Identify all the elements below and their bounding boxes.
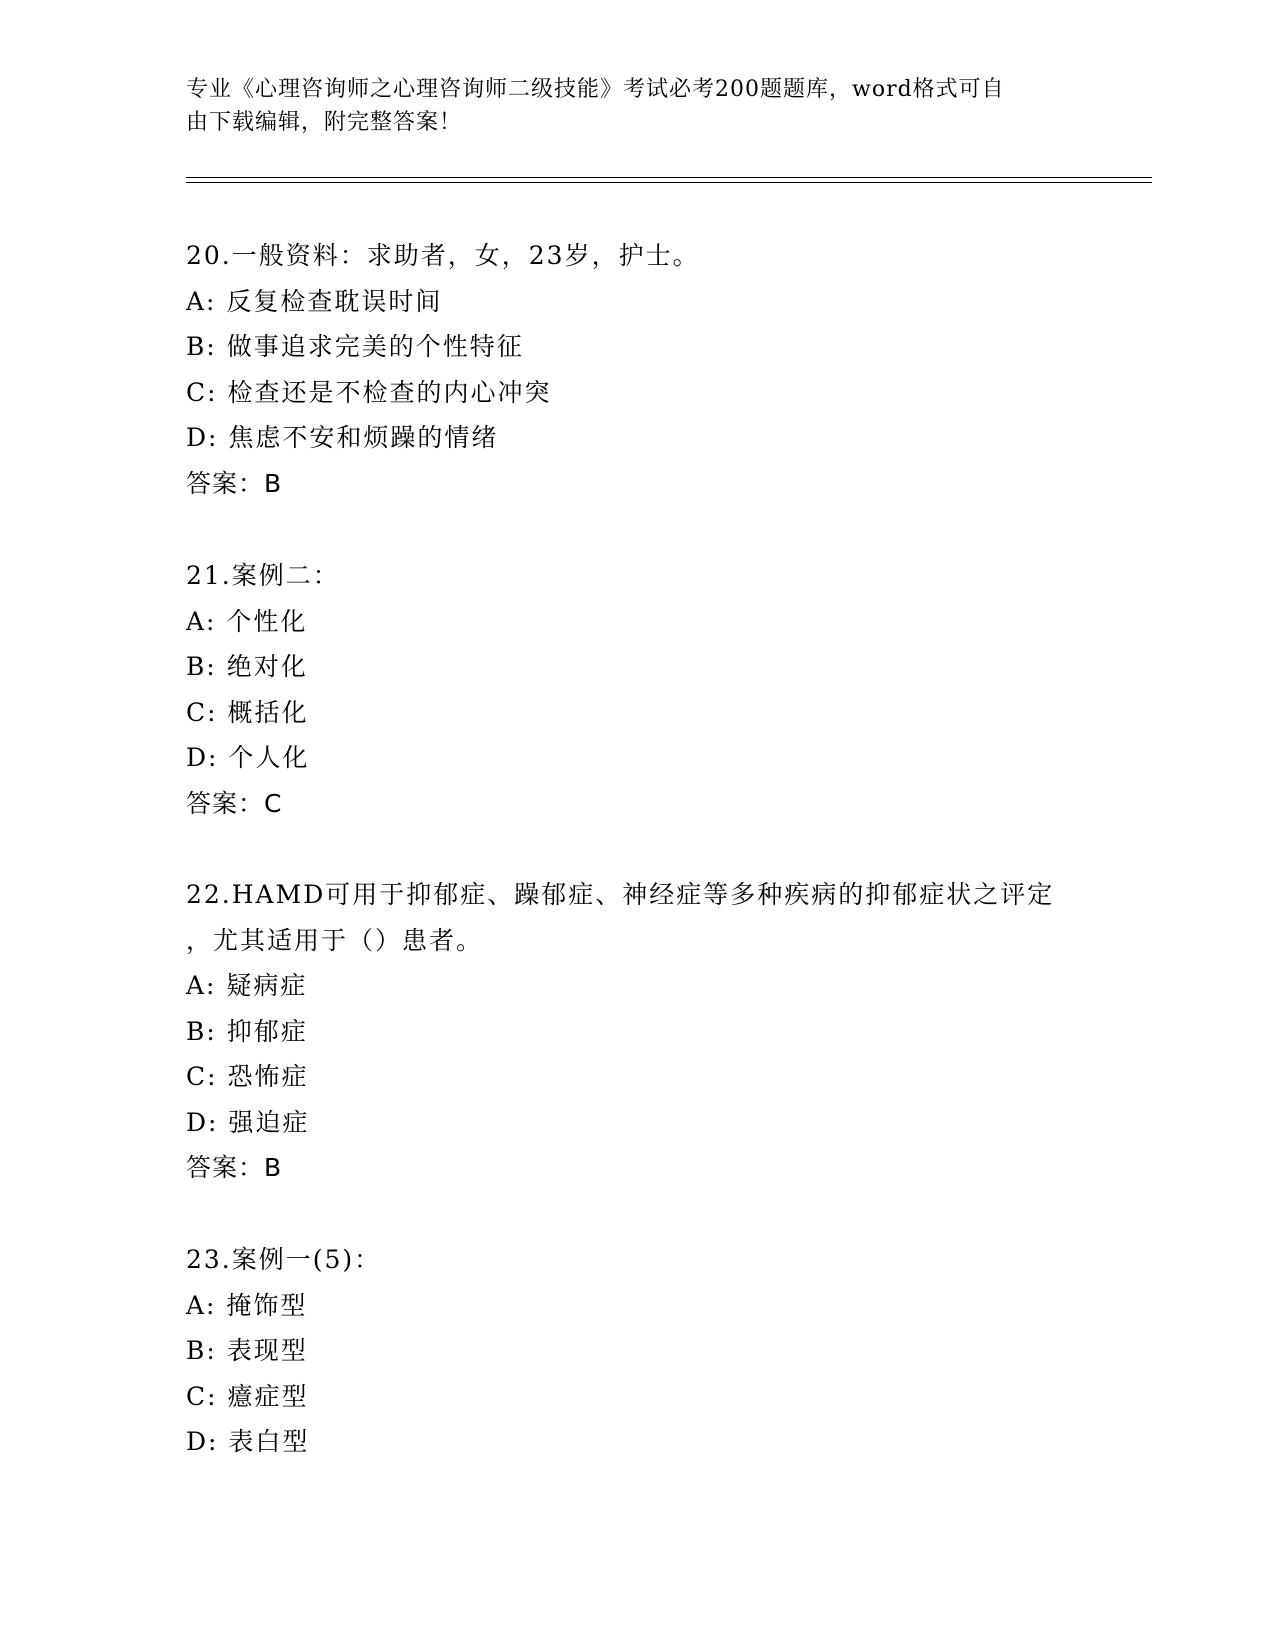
question-stem-line-1: 22.HAMD可用于抑郁症、躁郁症、神经症等多种疾病的抑郁症状之评定 [186,880,1055,909]
question-22 [186,872,1086,1191]
header-line-1: 专业《心理咨询师之心理咨询师二级技能》考试必考200题题库，word格式可自 [186,77,1005,102]
question-20 [186,233,1086,506]
option-b: B: 绝对化 [186,652,308,681]
document-header [186,73,1076,139]
option-d: D: 焦虑不安和烦躁的情绪 [186,423,499,452]
header-divider-top [186,177,1152,178]
option-a: A: 个性化 [186,606,308,636]
question-stem: 20.一般资料：求助者，女，23岁，护士。 [186,241,700,270]
option-c: C: 检查还是不检查的内心冲突 [186,377,552,407]
question-stem: 23.案例一(5)： [186,1245,382,1274]
option-d: D: 个人化 [186,743,310,772]
option-b: B: 表现型 [186,1336,308,1365]
option-b: B: 抑郁症 [186,1016,308,1046]
option-c: C: 恐怖症 [186,1062,309,1091]
question-23 [186,1237,1086,1465]
question-stem: 21.案例二： [186,561,340,590]
option-a: A: 反复检查耽误时间 [186,286,443,316]
question-stem-line-2: ，尤其适用于（）患者。 [186,925,484,955]
answer: 答案：C [186,788,283,818]
option-d: D: 强迫症 [186,1107,310,1137]
option-c: C: 癔症型 [186,1381,309,1411]
header-divider-bottom [186,182,1152,183]
option-b: B: 做事追求完美的个性特征 [186,332,524,361]
answer: 答案：B [186,1153,283,1182]
question-21 [186,553,1086,826]
option-c: C: 概括化 [186,697,309,727]
option-a: A: 掩饰型 [186,1290,308,1320]
header-line-2: 由下载编辑，附完整答案！ [186,110,463,135]
option-a: A: 疑病症 [186,971,308,1000]
answer: 答案：B [186,468,283,498]
option-d: D: 表白型 [186,1427,310,1456]
